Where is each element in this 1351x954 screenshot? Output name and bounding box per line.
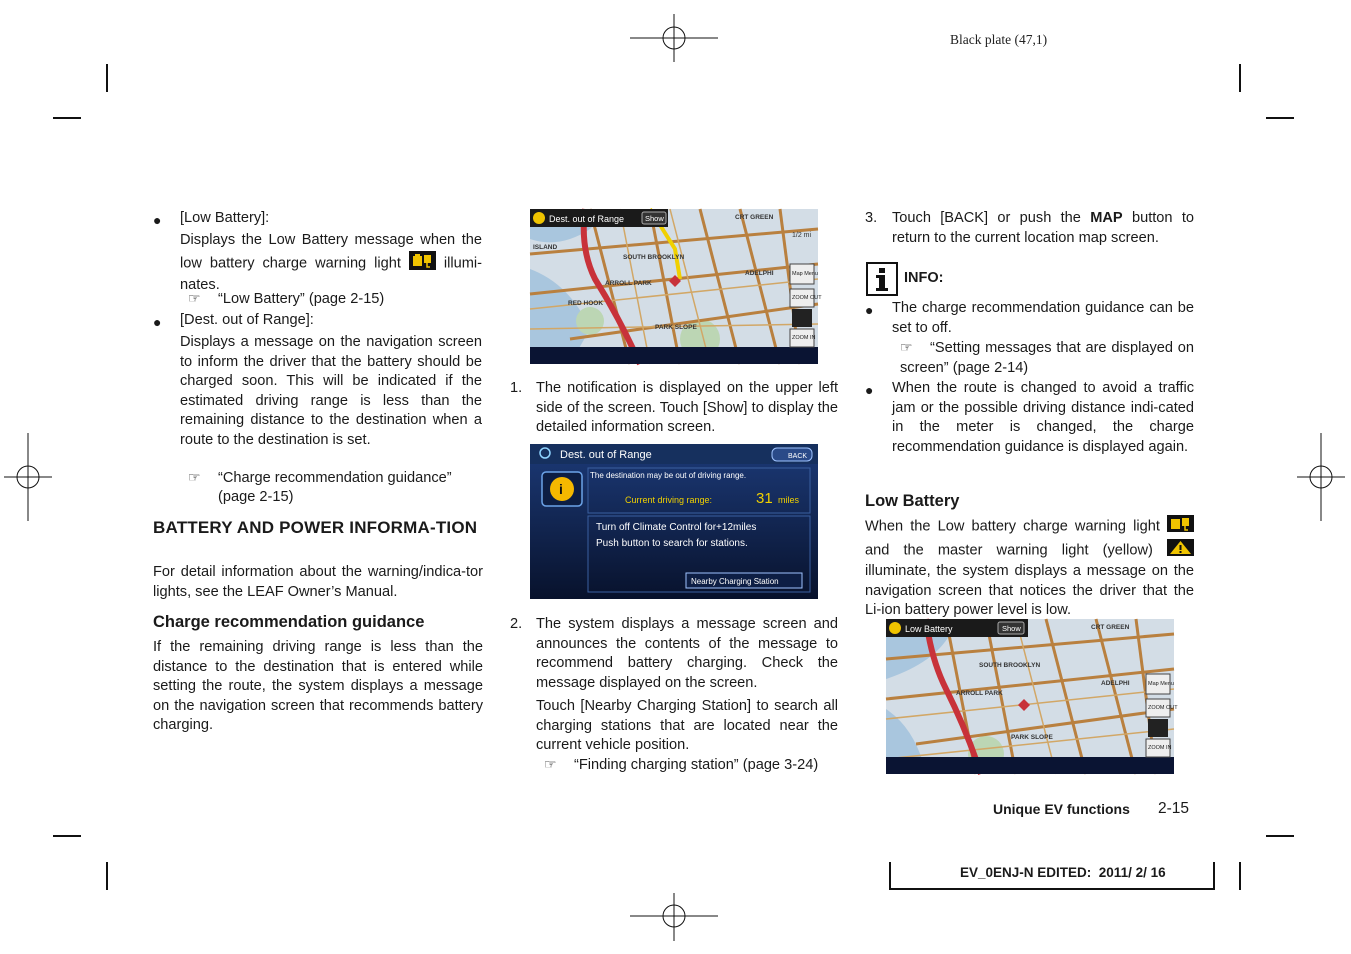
pointing-hand-icon: ☞ xyxy=(188,469,201,485)
info-item-1: The charge recommendation guidance can be set to off. xyxy=(892,300,1194,336)
range-label: Current driving range: xyxy=(625,495,713,505)
street-label: PARK SLOPE xyxy=(655,324,697,331)
bullet-low-battery-body: Displays the Low Battery message when the low battery charge warning light illumi-nates. xyxy=(180,232,482,293)
range-unit: miles xyxy=(778,495,800,505)
step3-text: Touch [BACK] or push the MAP button to return to the current location map screen. xyxy=(892,210,1195,246)
reference-finding-station: ☞ “Finding charging station” (page 3-24) xyxy=(544,756,819,773)
street-label: SOUTH BROOKLYN xyxy=(979,662,1041,669)
edited-stamp: EV_0ENJ-N EDITED: 2011/ 2/ 16 xyxy=(960,865,1166,880)
registration-mark-top xyxy=(630,14,718,62)
street-label: ARROLL PARK xyxy=(956,690,1003,697)
range-value: 31 xyxy=(756,490,773,507)
step-number: 1. xyxy=(510,380,523,396)
pointing-hand-icon: ☞ xyxy=(544,756,557,772)
dialog-line1: The destination may be out of driving range. xyxy=(590,471,747,480)
reference-charge-guidance: ☞ “Charge recommendation guidance” xyxy=(188,469,452,486)
low-battery-title: Low Battery xyxy=(865,492,960,510)
message-line1: Turn off Climate Control for+12miles xyxy=(596,522,757,533)
map-notice-text: Dest. out of Range xyxy=(549,214,625,224)
bullet: ● xyxy=(153,212,162,228)
street-label: SOUTH BROOKLYN xyxy=(623,254,685,261)
battery-warning-icon xyxy=(409,251,436,277)
battery-warning-icon xyxy=(1167,515,1194,539)
dialog-title: Dest. out of Range xyxy=(560,449,652,461)
map-menu-button: Map Menu xyxy=(1148,681,1174,687)
step-number: 2. xyxy=(510,616,523,632)
zoom-in-button: ZOOM IN xyxy=(792,335,816,341)
pointing-hand-icon: ☞ xyxy=(900,339,913,355)
nearby-charging-station-button: Nearby Charging Station xyxy=(691,577,779,586)
show-button: Show xyxy=(1002,624,1021,633)
map-menu-button: Map Menu xyxy=(792,271,818,277)
reference-setting-messages: ☞ “Setting messages that are displayed on screen” (page 2-14) xyxy=(900,339,1194,376)
show-button: Show xyxy=(645,214,664,223)
zoom-out-button: ZOOM OUT xyxy=(1148,705,1178,711)
info-label: INFO: xyxy=(904,270,944,286)
street-label: RED HOOK xyxy=(568,300,604,307)
bullet: ● xyxy=(153,314,162,330)
step1-text: The notification is displayed on the upper left side of the screen. Touch [Show] to display the detailed information screen. xyxy=(536,380,838,435)
reference-low-battery: ☞ “Low Battery” (page 2-15) xyxy=(188,290,385,307)
street-label: ADELPHI xyxy=(1101,680,1130,687)
registration-mark-left xyxy=(4,433,52,521)
reference-charge-guidance-page: (page 2-15) xyxy=(218,489,294,505)
street-label: CRT GREEN xyxy=(1091,624,1130,631)
section-body: For detail information about the warning/indica-tor lights, see the LEAF Owner’s Manual. xyxy=(153,564,483,600)
info-item-2: When the route is changed to avoid a traffic jam or the possible driving distance indi-cated in the meter is changed, the charge recommendation guidance is displayed again. xyxy=(892,380,1194,455)
footer-section-name: Unique EV functions xyxy=(993,801,1130,817)
street-label: ARROLL PARK xyxy=(605,280,652,287)
step2-text: The system displays a message screen and announces the contents of the message to recommend battery charging. Check the message displayed on the screen. xyxy=(536,616,838,691)
svg-text:i: i xyxy=(559,481,563,497)
street-label: PARK SLOPE xyxy=(1011,734,1053,741)
bullet: ● xyxy=(865,302,874,318)
step2-text-b: Touch [Nearby Charging Station] to search all charging stations that are located near the current vehicle position. xyxy=(536,698,838,753)
bullet-dest-range-label: [Dest. out of Range]: xyxy=(180,312,314,328)
low-battery-body: When the Low battery charge warning light and the master warning light (yellow) illuminate, the system displays a message on the navigation screen that notices the driver that the Li-ion battery power level is low. xyxy=(865,515,1194,621)
map-screenshot-low-battery xyxy=(886,619,1178,774)
registration-mark-right xyxy=(1297,433,1345,521)
subsection-body: If the remaining driving range is less than the distance to the destination that is entered while setting the route, the system displays a message on the navigation screen that recommends battery charging. xyxy=(153,639,483,733)
street-label: ADELPHI xyxy=(745,270,774,277)
back-button: BACK xyxy=(788,453,808,460)
street-label: CRT GREEN xyxy=(735,214,774,221)
plate-label: Black plate (47,1) xyxy=(950,32,1048,47)
zoom-in-button: ZOOM IN xyxy=(1148,745,1172,751)
zoom-out-button: ZOOM OUT xyxy=(792,295,822,301)
map-notice-text: Low Battery xyxy=(905,624,953,634)
map-screenshot-dest-range xyxy=(530,209,822,364)
map-scale: 1/2 mi xyxy=(792,232,812,239)
info-icon xyxy=(866,262,898,296)
page-number: 2-15 xyxy=(1158,800,1190,817)
bullet-dest-range-body: Displays a message on the navigation screen to inform the driver that the battery should be charged soon. This will be indicated if the estimated driving range is less than the remaining distance to the destination when a route to the destination is set. xyxy=(180,334,482,448)
master-warning-icon xyxy=(1167,539,1194,563)
step-number: 3. xyxy=(865,210,878,226)
message-line2: Push button to search for stations. xyxy=(596,538,748,549)
section-title: BATTERY AND POWER INFORMA-TION xyxy=(153,518,478,537)
pointing-hand-icon: ☞ xyxy=(188,290,201,306)
street-label: ISLAND xyxy=(533,244,558,251)
subsection-title: Charge recommendation guidance xyxy=(153,613,425,631)
registration-mark-bottom xyxy=(630,893,718,941)
dialog-screenshot-dest-range xyxy=(530,444,818,599)
bullet-low-battery-label: [Low Battery]: xyxy=(180,210,270,226)
bullet: ● xyxy=(865,382,874,398)
